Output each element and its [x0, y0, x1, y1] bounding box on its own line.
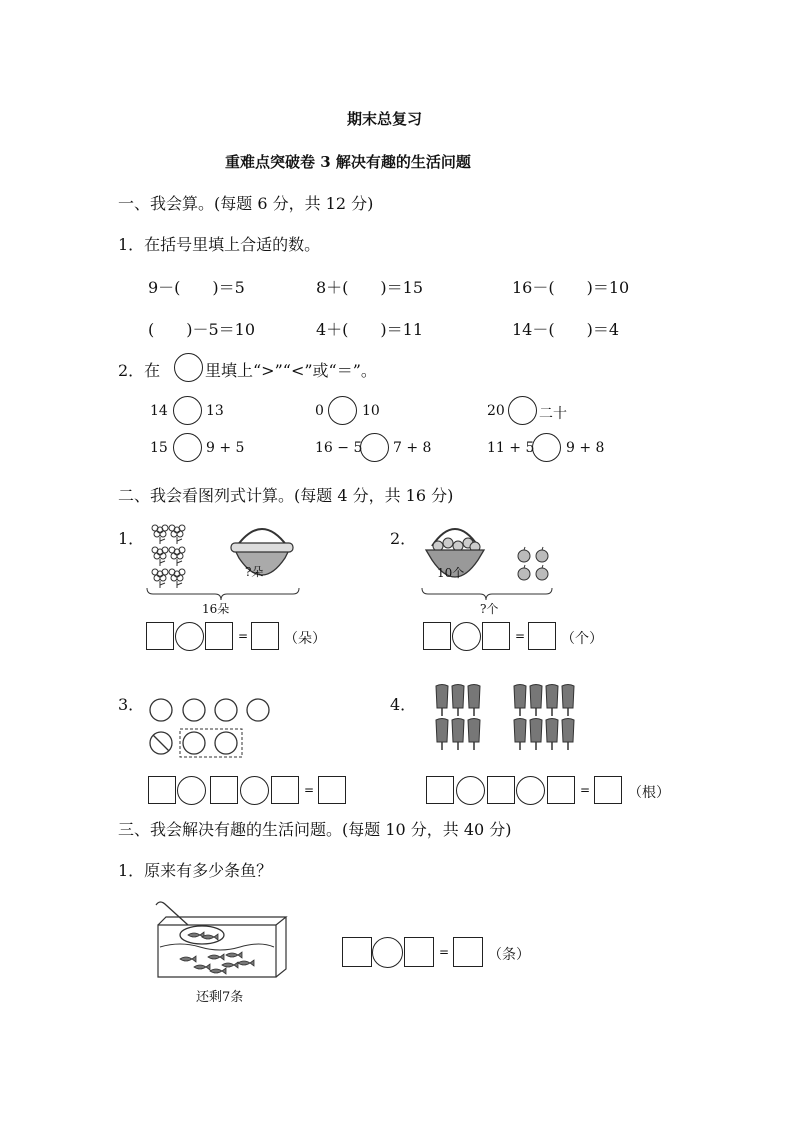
fill-item-3: 16－( )＝10	[512, 278, 630, 297]
s3-answer-box-1[interactable]	[342, 937, 372, 967]
p2-answer-box-3[interactable]	[528, 622, 556, 650]
p1-unit: （朵）	[284, 631, 326, 647]
cmp-3-left: 20	[487, 403, 505, 419]
fish-tank-illustration	[150, 897, 295, 987]
p3-operator-circle-1[interactable]	[177, 776, 206, 805]
p4-equals: =	[580, 783, 591, 797]
fill-item-5: 4＋( )＝11	[316, 320, 424, 339]
p3-number: 3．	[118, 695, 145, 714]
q1-prompt: 1．在括号里填上合适的数。	[118, 235, 321, 254]
cmp-2-left: 0	[315, 403, 324, 419]
q2-prompt-a: 2．在	[118, 361, 161, 380]
cmp-5-right: 7 + 8	[393, 440, 432, 456]
s3-answer-box-2[interactable]	[404, 937, 434, 967]
page-title: 期末总复习	[347, 110, 423, 128]
section2-heading: 二、我会看图列式计算。(每题 4 分，共 16 分)	[118, 486, 454, 505]
fish-caption: 还剩7条	[196, 990, 244, 1005]
p4-unit: （根）	[628, 785, 670, 801]
p2-total-label: ?个	[480, 602, 499, 616]
p4-answer-box-2[interactable]	[487, 776, 515, 804]
p1-number: 1．	[118, 529, 145, 548]
circles-illustration	[145, 695, 275, 760]
p3-answer-box-3[interactable]	[271, 776, 299, 804]
p4-operator-circle-2[interactable]	[516, 776, 545, 805]
p3-equals: =	[304, 783, 315, 797]
fill-item-4: ( )－5＝10	[148, 320, 256, 339]
cmp-6-circle[interactable]	[532, 433, 561, 462]
p1-total-label: 16朵	[202, 602, 230, 616]
section1-heading: 一、我会算。(每题 6 分，共 12 分)	[118, 194, 374, 213]
q2-prompt-b: 里填上“>”“<”或“＝”。	[205, 361, 377, 380]
p1-operator-circle[interactable]	[175, 622, 204, 651]
cmp-2-circle[interactable]	[328, 396, 357, 425]
cmp-2-right: 10	[362, 403, 380, 419]
section3-heading: 三、我会解决有趣的生活问题。(每题 10 分，共 40 分)	[118, 820, 512, 839]
p1-basket-label: ?朵	[245, 565, 264, 579]
p4-answer-box-1[interactable]	[426, 776, 454, 804]
apples-basket-illustration	[418, 518, 568, 603]
fill-item-6: 14－( )＝4	[512, 320, 620, 339]
p2-unit: （个）	[561, 631, 603, 647]
fill-item-2: 8＋( )＝15	[316, 278, 424, 297]
flowers-basket-illustration	[145, 518, 305, 603]
p1-answer-box-3[interactable]	[251, 622, 279, 650]
p2-basket-label: 10个	[437, 566, 465, 580]
s3-equals: =	[439, 945, 450, 959]
cmp-6-right: 9 + 8	[566, 440, 605, 456]
cmp-4-right: 9 + 5	[206, 440, 245, 456]
cmp-4-circle[interactable]	[173, 433, 202, 462]
p3-answer-box-1[interactable]	[148, 776, 176, 804]
cmp-3-circle[interactable]	[508, 396, 537, 425]
p4-answer-box-4[interactable]	[594, 776, 622, 804]
compare-circle-sample	[174, 353, 203, 382]
cmp-4-left: 15	[150, 440, 168, 456]
s3-answer-box-3[interactable]	[453, 937, 483, 967]
p2-number: 2．	[390, 529, 417, 548]
p4-answer-box-3[interactable]	[547, 776, 575, 804]
cmp-1-left: 14	[150, 403, 168, 419]
popsicles-illustration	[433, 686, 583, 754]
p3-operator-circle-2[interactable]	[240, 776, 269, 805]
cmp-5-left: 16 − 5	[315, 440, 363, 456]
cmp-5-circle[interactable]	[360, 433, 389, 462]
page-subtitle: 重难点突破卷 3 解决有趣的生活问题	[225, 153, 471, 171]
p3-answer-box-4[interactable]	[318, 776, 346, 804]
p1-answer-box-2[interactable]	[205, 622, 233, 650]
p2-operator-circle[interactable]	[452, 622, 481, 651]
p2-answer-box-2[interactable]	[482, 622, 510, 650]
p4-number: 4．	[390, 695, 417, 714]
p3-answer-box-2[interactable]	[210, 776, 238, 804]
p2-answer-box-1[interactable]	[423, 622, 451, 650]
cmp-3-right: 二十	[539, 406, 567, 422]
cmp-1-circle[interactable]	[173, 396, 202, 425]
cmp-1-right: 13	[206, 403, 224, 419]
p4-operator-circle-1[interactable]	[456, 776, 485, 805]
s3-operator-circle[interactable]	[372, 937, 403, 968]
s3-q1-prompt: 1．原来有多少条鱼？	[118, 861, 273, 880]
fill-item-1: 9－( )＝5	[148, 278, 245, 297]
p1-equals: =	[238, 629, 249, 643]
p2-equals: =	[515, 629, 526, 643]
p1-answer-box-1[interactable]	[146, 622, 174, 650]
cmp-6-left: 11 + 5	[487, 440, 535, 456]
s3-unit: （条）	[488, 947, 530, 963]
